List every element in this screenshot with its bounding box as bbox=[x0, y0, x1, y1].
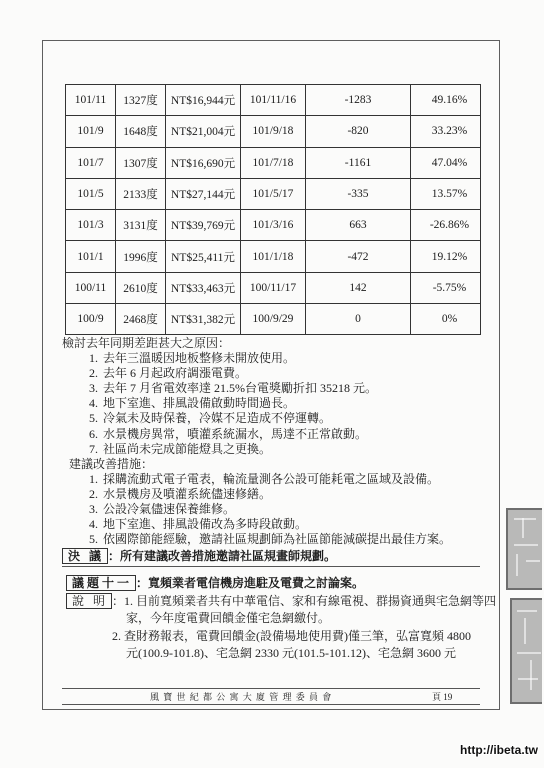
reading-date-cell: 101/9/18 bbox=[241, 116, 306, 147]
review-item bbox=[62, 442, 492, 457]
section-divider bbox=[62, 566, 480, 567]
reading-date-cell: 101/7/18 bbox=[241, 147, 306, 178]
item-number: 4. bbox=[89, 396, 98, 411]
percent-cell: 33.23% bbox=[411, 116, 481, 147]
difference-cell: -1283 bbox=[306, 85, 411, 116]
item-number: 3. bbox=[89, 502, 98, 517]
review-item bbox=[62, 381, 492, 396]
suggestion-item bbox=[62, 502, 492, 517]
amount-cell: NT$16,944元 bbox=[166, 85, 241, 116]
resolution-label: 決 議 bbox=[62, 548, 108, 564]
item-number: 5. bbox=[89, 411, 98, 426]
explanation-label: 說 明 bbox=[66, 593, 112, 609]
table-row bbox=[66, 147, 481, 178]
period-cell: 101/1 bbox=[66, 241, 116, 272]
explanation-point bbox=[66, 628, 494, 646]
site-watermark: http://ibeta.tw bbox=[460, 743, 538, 757]
amount-cell: NT$31,382元 bbox=[166, 304, 241, 335]
percent-cell: -5.75% bbox=[411, 272, 481, 303]
amount-cell: NT$16,690元 bbox=[166, 147, 241, 178]
point-text: 目前寬頻業者共有中華電信、家和有線電視、群揚資通與宅急網等四 bbox=[136, 593, 497, 608]
review-heading: 檢討去年同期差距甚大之原因： bbox=[62, 336, 231, 350]
period-cell: 101/9 bbox=[66, 116, 116, 147]
difference-cell: -335 bbox=[306, 178, 411, 209]
footer-organization: 風 寶 世 紀 都 公 寓 大 廈 管 理 委 員 會 bbox=[150, 692, 333, 702]
usage-cell: 2468度 bbox=[116, 304, 166, 335]
suggestion-item bbox=[62, 487, 492, 502]
reading-date-cell: 100/9/29 bbox=[241, 304, 306, 335]
seal-stroke bbox=[514, 544, 538, 546]
item-text: 去年 7 月省電效率達 21.5%台電獎勵折扣 35218 元。 bbox=[103, 381, 377, 396]
review-and-suggestions bbox=[62, 336, 492, 547]
resolution-line bbox=[62, 548, 336, 564]
item-number: 3. bbox=[89, 381, 98, 396]
period-cell: 101/3 bbox=[66, 210, 116, 241]
item-text: 依國際節能經驗，邀請社區規劃師為社區節能減碳提出最佳方案。 bbox=[103, 532, 452, 547]
seal-stroke bbox=[522, 518, 524, 538]
review-item bbox=[62, 411, 492, 426]
reading-date-cell: 101/1/18 bbox=[241, 241, 306, 272]
difference-cell: -820 bbox=[306, 116, 411, 147]
seal-stamp bbox=[506, 508, 542, 590]
item-number: 1. bbox=[89, 471, 98, 486]
seal-stroke bbox=[518, 678, 538, 680]
item-number: 7. bbox=[89, 441, 98, 456]
point-text: 查財務報表，電費回饋金(設備場地使用費)僅三筆，弘富寬頻 4800 bbox=[124, 628, 471, 643]
page-footer bbox=[62, 688, 480, 705]
amount-cell: NT$33,463元 bbox=[166, 272, 241, 303]
item-text: 水景機房及噴灌系統儘速修繕。 bbox=[103, 486, 272, 501]
electricity-usage-table bbox=[65, 84, 481, 335]
item-text: 水景機房異常，噴灌系統漏水，馬達不正常啟動。 bbox=[103, 426, 368, 441]
seal-stroke bbox=[524, 618, 526, 644]
percent-cell: -26.86% bbox=[411, 210, 481, 241]
review-item bbox=[62, 427, 492, 442]
period-cell: 100/9 bbox=[66, 304, 116, 335]
suggestion-item bbox=[62, 472, 492, 487]
item-number: 4. bbox=[89, 517, 98, 532]
seal-stroke bbox=[526, 560, 540, 562]
usage-table-body bbox=[66, 85, 481, 335]
seal-stroke bbox=[514, 518, 536, 520]
amount-cell: NT$21,004元 bbox=[166, 116, 241, 147]
resolution-text: ：所有建議改善措施邀請社區規畫師規劃。 bbox=[108, 549, 337, 563]
item-text: 冷氣未及時保養，冷媒不足造成不停運轉。 bbox=[103, 411, 332, 426]
amount-cell: NT$27,144元 bbox=[166, 178, 241, 209]
point-number: 2. bbox=[112, 628, 121, 643]
seal-stroke bbox=[517, 652, 541, 654]
reading-date-cell: 101/3/16 bbox=[241, 210, 306, 241]
reading-date-cell: 101/5/17 bbox=[241, 178, 306, 209]
difference-cell: 0 bbox=[306, 304, 411, 335]
percent-cell: 19.12% bbox=[411, 241, 481, 272]
usage-cell: 3131度 bbox=[116, 210, 166, 241]
item-number: 6. bbox=[89, 426, 98, 441]
review-item bbox=[62, 396, 492, 411]
item-text: 去年 6 月起政府調漲電費。 bbox=[103, 366, 248, 381]
percent-cell: 47.04% bbox=[411, 147, 481, 178]
period-cell: 101/5 bbox=[66, 178, 116, 209]
point-text-continued: 家，今年度電費回饋金僅宅急網繳付。 bbox=[126, 611, 331, 625]
period-cell: 101/7 bbox=[66, 147, 116, 178]
seal-stroke bbox=[530, 660, 532, 690]
difference-cell: -1161 bbox=[306, 147, 411, 178]
seal-stamp bbox=[510, 598, 542, 704]
usage-cell: 1996度 bbox=[116, 241, 166, 272]
table-row bbox=[66, 241, 481, 272]
item-text: 去年三溫暖因地板整修未開放使用。 bbox=[103, 351, 296, 366]
percent-cell: 0% bbox=[411, 304, 481, 335]
table-row bbox=[66, 178, 481, 209]
point-text-continued: 元(100.9-101.8)、宅急網 2330 元(101.5-101.12)、宅急網 3600 元 bbox=[126, 646, 456, 660]
item-text: 地下室進、排風設備改為多時段啟動。 bbox=[103, 517, 308, 532]
period-cell: 101/11 bbox=[66, 85, 116, 116]
table-row bbox=[66, 116, 481, 147]
item-text: 採購流動式電子電表，輪流量測各公設可能耗電之區域及設備。 bbox=[103, 471, 440, 486]
topic-title-line bbox=[66, 575, 494, 593]
table-row bbox=[66, 272, 481, 303]
explanation-line bbox=[66, 593, 497, 611]
amount-cell: NT$39,769元 bbox=[166, 210, 241, 241]
percent-cell: 49.16% bbox=[411, 85, 481, 116]
item-number: 2. bbox=[89, 366, 98, 381]
difference-cell: 663 bbox=[306, 210, 411, 241]
seal-stroke bbox=[517, 610, 537, 612]
table-row bbox=[66, 85, 481, 116]
suggestion-item bbox=[62, 517, 492, 532]
usage-cell: 1307度 bbox=[116, 147, 166, 178]
item-number: 5. bbox=[89, 532, 98, 547]
percent-cell: 13.57% bbox=[411, 178, 481, 209]
item-text: 社區尚未完成節能燈具之更換。 bbox=[103, 441, 272, 456]
amount-cell: NT$25,411元 bbox=[166, 241, 241, 272]
point-number: 1. bbox=[124, 593, 134, 608]
page-number: 頁 19 bbox=[432, 692, 453, 702]
usage-cell: 2610度 bbox=[116, 272, 166, 303]
usage-cell: 1327度 bbox=[116, 85, 166, 116]
table-row bbox=[66, 304, 481, 335]
explanation-colon: ： bbox=[112, 593, 125, 608]
item-number: 1. bbox=[89, 351, 98, 366]
suggestions-heading: 建議改善措施： bbox=[69, 456, 154, 471]
difference-cell: -472 bbox=[306, 241, 411, 272]
topic-label: 議題十一 bbox=[66, 575, 136, 591]
item-text: 地下室進、排風設備啟動時間過長。 bbox=[103, 396, 296, 411]
reading-date-cell: 101/11/16 bbox=[241, 85, 306, 116]
seal-stroke bbox=[516, 554, 518, 576]
difference-cell: 142 bbox=[306, 272, 411, 303]
item-number: 2. bbox=[89, 486, 98, 501]
topic-title: ：寬頻業者電信機房進駐及電費之討論案。 bbox=[136, 576, 365, 590]
reading-date-cell: 100/11/17 bbox=[241, 272, 306, 303]
table-row bbox=[66, 210, 481, 241]
review-item bbox=[62, 366, 492, 381]
topic-eleven bbox=[66, 575, 497, 663]
usage-cell: 2133度 bbox=[116, 178, 166, 209]
suggestion-item bbox=[62, 532, 492, 547]
review-item bbox=[62, 351, 492, 366]
item-text: 公設冷氣儘速保養維修。 bbox=[103, 502, 236, 517]
usage-cell: 1648度 bbox=[116, 116, 166, 147]
period-cell: 100/11 bbox=[66, 272, 116, 303]
